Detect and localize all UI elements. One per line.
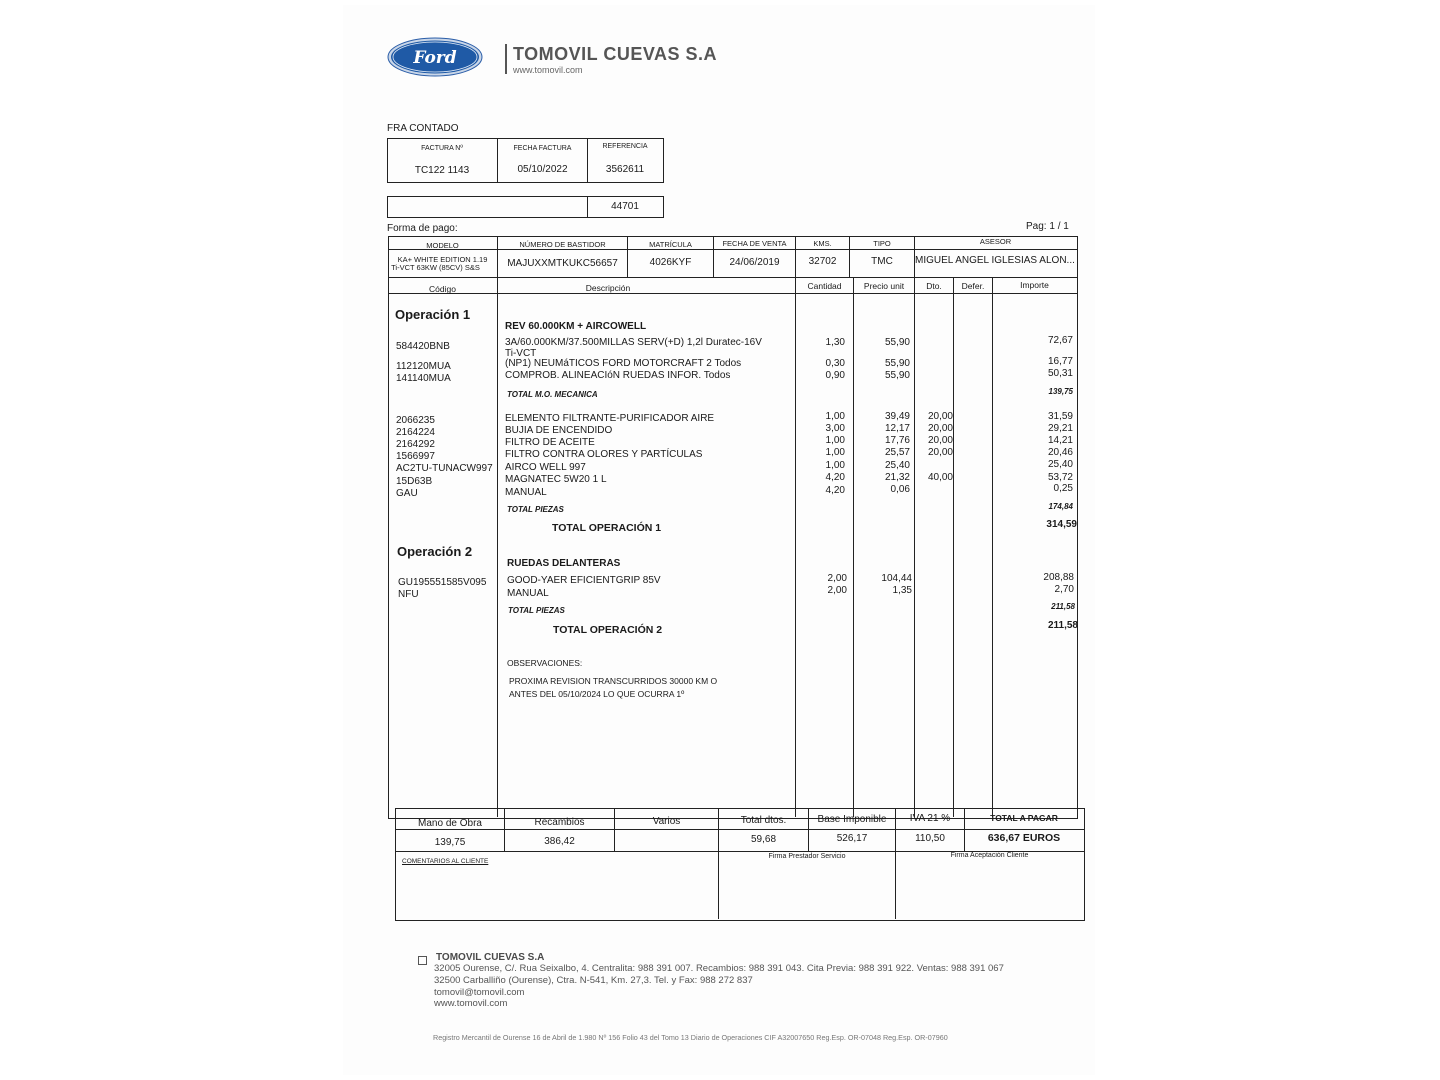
item-qty: 1,00 — [825, 460, 845, 471]
item-discount: 20,00 — [927, 423, 953, 434]
base-label: Base Imponible — [817, 814, 887, 825]
plate-label: MATRÍCULA — [649, 240, 692, 249]
brand-separator — [505, 44, 507, 74]
labor-label: Mano de Obra — [418, 818, 482, 829]
footer-email: tomovil@tomovil.com — [434, 987, 525, 998]
invoice-date: 05/10/2022 — [517, 164, 568, 175]
discounts-label: Total dtos. — [740, 815, 787, 826]
op1-total: 314,59 — [1046, 519, 1077, 530]
item-code: 112120MUA — [396, 361, 451, 372]
item-code: NFU — [398, 589, 419, 600]
col-deferred: Defer. — [961, 281, 985, 291]
parts-total: 386,42 — [544, 836, 575, 847]
item-qty: 2,00 — [827, 585, 847, 596]
item-description: MANUAL — [507, 588, 549, 599]
item-code: GAU — [396, 488, 418, 499]
item-amount: 50,31 — [1047, 368, 1073, 379]
item-qty: 2,00 — [827, 573, 847, 584]
item-description: GOOD-YAER EFICIENTGRIP 85V — [507, 575, 661, 586]
vehicle-type: TMC — [871, 256, 893, 267]
item-amount: 14,21 — [1047, 435, 1073, 446]
item-price: 39,49 — [884, 411, 910, 422]
item-amount: 2,70 — [1054, 584, 1074, 595]
invoice-type: FRA CONTADO — [387, 123, 459, 134]
vin: MAJUXXMTKUKC56657 — [507, 258, 618, 269]
op2-total: 211,58 — [1047, 620, 1078, 631]
item-price: 0,06 — [890, 484, 910, 495]
footer-bullet-icon — [418, 956, 427, 965]
item-description: ELEMENTO FILTRANTE-PURIFICADOR AIRE — [505, 413, 715, 424]
item-price: 25,40 — [884, 460, 910, 471]
item-qty: 3,00 — [825, 423, 845, 434]
item-price: 21,32 — [884, 472, 910, 483]
item-amount: 208,88 — [1043, 572, 1074, 583]
op1-title: Operación 1 — [395, 307, 471, 322]
item-price: 12,17 — [884, 423, 910, 434]
signature-box — [395, 851, 1085, 921]
item-description: 3A/60.000KM/37.500MILLAS SERV(+D) 1,2l Duratec-16V — [505, 337, 762, 348]
kms: 32702 — [808, 256, 837, 267]
col-code: Código — [429, 284, 456, 294]
op2-total-label: TOTAL OPERACIÓN 2 — [553, 624, 663, 636]
invoice-ref-label: REFERENCIA — [602, 143, 648, 150]
item-discount: 20,00 — [927, 435, 953, 446]
item-amount: 20,46 — [1047, 447, 1073, 458]
item-price: 55,90 — [884, 358, 910, 369]
invoice-date-label: FECHA FACTURA — [513, 145, 572, 152]
item-description: FILTRO CONTRA OLORES Y PARTÍCULAS — [505, 449, 703, 460]
advisor-label: ASESOR — [979, 237, 1012, 246]
col-discount: Dto. — [926, 281, 942, 291]
op1-parts-total-label: TOTAL PIEZAS — [507, 505, 564, 514]
footer-web: www.tomovil.com — [434, 998, 508, 1009]
item-qty: 0,30 — [825, 358, 845, 369]
col-amount: Importe — [1020, 280, 1049, 290]
op1-labor-total-label: TOTAL M.O. MECANICA — [507, 390, 598, 399]
item-amount: 31,59 — [1047, 411, 1073, 422]
invoice-reference: 3562611 — [605, 164, 645, 175]
item-amount: 16,77 — [1047, 356, 1073, 367]
item-price: 55,90 — [884, 337, 910, 348]
col-unit-price: Precio unit — [863, 281, 905, 291]
model-line1: KA+ WHITE EDITION 1.19 — [397, 255, 488, 264]
observations-label: OBSERVACIONES: — [507, 658, 583, 668]
company-name: TOMOVIL CUEVAS S.A — [513, 44, 718, 64]
item-discount: 20,00 — [927, 411, 953, 422]
op2-heading: RUEDAS DELANTERAS — [507, 558, 621, 569]
advisor-name: MIGUEL ANGEL IGLESIAS ALON... — [915, 255, 1075, 266]
col-quantity: Cantidad — [807, 281, 842, 291]
item-amount: 29,21 — [1047, 423, 1073, 434]
model-label: MODELO — [426, 241, 459, 250]
item-code: 15D63B — [396, 476, 433, 487]
type-label: TIPO — [873, 239, 891, 248]
item-discount: 40,00 — [927, 472, 953, 483]
footer-company: TOMOVIL CUEVAS S.A — [436, 952, 545, 963]
item-description: MAGNATEC 5W20 1 L — [505, 474, 607, 485]
misc-label: Varios — [652, 816, 681, 827]
payment-label: Forma de pago: — [387, 223, 458, 234]
sale-date-label: FECHA DE VENTA — [722, 239, 787, 248]
ford-logo — [387, 37, 483, 77]
item-qty: 1,00 — [825, 411, 845, 422]
op1-heading: REV 60.000KM + AIRCOWELL — [505, 321, 647, 332]
item-price: 55,90 — [884, 370, 910, 381]
item-price: 17,76 — [884, 435, 910, 446]
vin-label: NÚMERO DE BASTIDOR — [519, 240, 606, 249]
item-description: MANUAL — [505, 487, 547, 498]
op2-title: Operación 2 — [397, 544, 473, 559]
client-code: 44701 — [611, 201, 639, 212]
kms-label: KMS. — [813, 239, 832, 248]
item-code: GU195551585V095 — [398, 577, 487, 588]
vat-total: 110,50 — [915, 833, 945, 844]
sale-date: 24/06/2019 — [729, 257, 780, 268]
item-code: 584420BNB — [396, 341, 450, 352]
item-code: 2164224 — [396, 427, 435, 438]
observations-line2: ANTES DEL 05/10/2024 LO QUE OCURRA 1º — [509, 689, 685, 699]
observations-line1: PROXIMA REVISION TRANSCURRIDOS 30000 KM O — [509, 676, 718, 686]
col-description: Descripción — [585, 283, 631, 293]
client-signature-label: Firma Aceptación Cliente — [950, 852, 1029, 859]
item-amount: 53,72 — [1047, 472, 1073, 483]
item-description: (NP1) NEUMáTICOS FORD MOTORCRAFT 2 Todos — [505, 358, 742, 369]
item-description: FILTRO DE ACEITE — [505, 437, 595, 448]
item-amount: 72,67 — [1047, 335, 1073, 346]
comments-label: COMENTARIOS AL CLIENTE — [402, 858, 489, 865]
page-number: Pag: 1 / 1 — [1026, 221, 1069, 232]
footer-address1: 32005 Ourense, C/. Rua Seixalbo, 4. Centralita: 988 391 007. Recambios: 988 391 043. Cita Previa: 988 391 922. Ventas: 988 391 067 — [434, 963, 1004, 974]
discounts-total: 59,68 — [750, 834, 777, 845]
item-code: 141140MUA — [396, 373, 451, 384]
item-qty: 4,20 — [825, 485, 845, 496]
vat-label: IVA 21 % — [909, 813, 951, 824]
model-line2: Ti-VCT 63KW (85CV) S&S — [391, 263, 480, 272]
item-amount: 0,25 — [1053, 483, 1073, 494]
item-description-cont: Ti-VCT — [505, 348, 537, 359]
item-price: 1,35 — [892, 585, 912, 596]
op1-labor-total: 139,75 — [1048, 387, 1073, 396]
footer-address2: 32500 Carballiño (Ourense), Ctra. N-541, Km. 27,3. Tel. y Fax: 988 272 837 — [434, 975, 753, 986]
item-description: AIRCO WELL 997 — [505, 462, 586, 473]
item-discount: 20,00 — [927, 447, 953, 458]
invoice-number: TC122 1143 — [414, 165, 470, 176]
item-code: 1566997 — [396, 451, 435, 462]
item-price: 104,44 — [881, 573, 912, 584]
op1-total-label: TOTAL OPERACIÓN 1 — [552, 522, 662, 534]
op2-parts-total-label: TOTAL PIEZAS — [508, 606, 565, 615]
total-pay-label: TOTAL A PAGAR — [990, 813, 1058, 823]
item-price: 25,57 — [884, 447, 910, 458]
item-qty: 1,00 — [825, 447, 845, 458]
labor-total: 139,75 — [434, 837, 466, 848]
invoice-number-label: FACTURA Nº — [421, 145, 463, 152]
footer-registry: Registro Mercantil de Ourense 16 de Abril de 1.980 Nº 156 Folio 43 del Tomo 13 Diario de Operaciones CIF A32007650 Reg.Esp. OR-07048 Reg.Esp. OR-07960 — [433, 1033, 948, 1042]
item-code: AC2TU-TUNACW997 — [396, 463, 493, 474]
op2-parts-total: 211,58 — [1051, 602, 1075, 611]
total-pay: 636,67 EUROS — [987, 832, 1061, 844]
provider-signature-label: Firma Prestador Servicio — [768, 853, 846, 860]
item-qty: 1,00 — [825, 435, 845, 446]
item-qty: 4,20 — [825, 472, 845, 483]
parts-label: Recambios — [534, 817, 585, 828]
item-description: BUJIA DE ENCENDIDO — [505, 425, 613, 436]
op1-parts-total: 174,84 — [1048, 502, 1073, 511]
plate: 4026KYF — [649, 257, 692, 268]
base-total: 526,17 — [836, 833, 868, 844]
item-qty: 1,30 — [825, 337, 845, 348]
company-url: www.tomovil.com — [513, 65, 583, 75]
item-qty: 0,90 — [825, 370, 845, 381]
item-code: 2164292 — [396, 439, 435, 450]
item-amount: 25,40 — [1047, 459, 1073, 470]
svg-text:Ford: Ford — [413, 48, 457, 68]
item-description: COMPROB. ALINEACIóN RUEDAS INFOR. Todos — [505, 370, 731, 381]
item-code: 2066235 — [396, 415, 435, 426]
